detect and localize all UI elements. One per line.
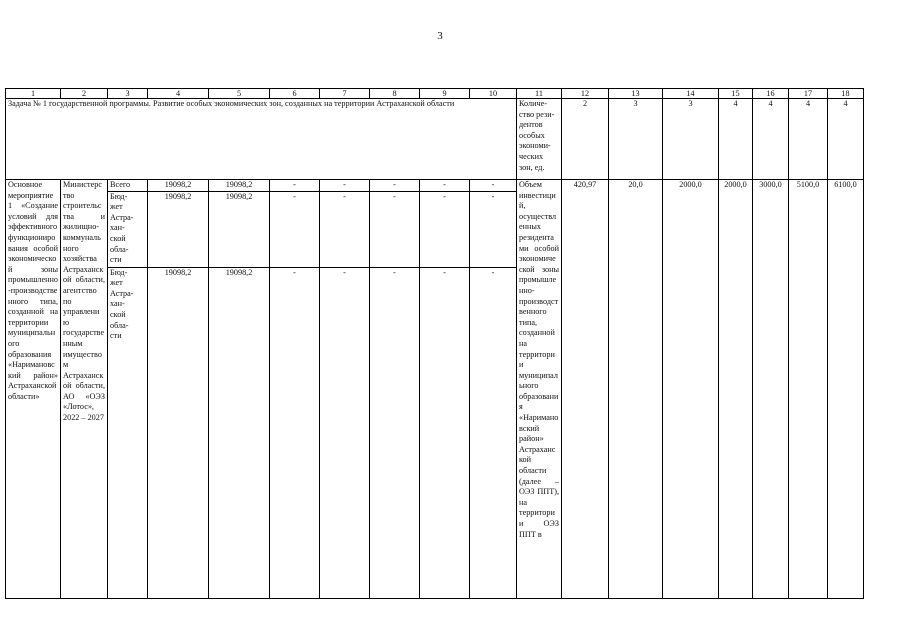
column-number: 5 xyxy=(209,89,270,99)
funding-amount: - xyxy=(270,191,320,267)
page-number: 3 xyxy=(437,30,443,42)
task-value: 4 xyxy=(719,99,753,180)
measure-executor: Министерство строительства и жилищно-коммунального хозяйства Астраханской области, агентство по управлению государственным имуществом Астраханской области, АО «ОЭЗ «Лотос», 2022 – 2027 xyxy=(61,180,108,599)
funding-amount: - xyxy=(470,191,517,267)
task-value: 2 xyxy=(562,99,609,180)
column-number: 14 xyxy=(663,89,719,99)
column-number-row xyxy=(6,89,864,99)
task-value: 3 xyxy=(663,99,719,180)
column-number: 10 xyxy=(470,89,517,99)
funding-amount: - xyxy=(470,180,517,192)
funding-amount: - xyxy=(370,180,420,192)
funding-amount: 19098,2 xyxy=(148,267,209,598)
task-title: Задача № 1 государственной программы. Развитие особых экономических зон, созданных на территории Астраханской области xyxy=(6,99,517,180)
column-number: 2 xyxy=(61,89,108,99)
measure-value: 6100,0 xyxy=(828,180,864,599)
measure-indicator: Объем инвестиций, осуществленных резидентами особой экономической зоны промышленно-производственного типа, созданной на территории муниципального образования «Наримановский район» Астраханской области (далее – ОЭЗ ППТ), на территории ОЭЗ ППТ в xyxy=(517,180,562,599)
funding-amount: - xyxy=(420,180,470,192)
funding-amount: - xyxy=(420,191,470,267)
column-number: 3 xyxy=(108,89,148,99)
column-number: 7 xyxy=(320,89,370,99)
column-number: 11 xyxy=(517,89,562,99)
column-number: 8 xyxy=(370,89,420,99)
column-number: 9 xyxy=(420,89,470,99)
funding-amount: - xyxy=(370,191,420,267)
column-number: 18 xyxy=(828,89,864,99)
funding-amount: - xyxy=(270,267,320,598)
measure-value: 2000,0 xyxy=(719,180,753,599)
column-number: 16 xyxy=(753,89,789,99)
funding-source: Всего xyxy=(108,180,148,192)
task-indicator: Количе- ство рези- дентов особых экономи- ческих зон, ед. xyxy=(517,99,562,180)
funding-amount: - xyxy=(320,191,370,267)
funding-amount: - xyxy=(370,267,420,598)
task-row xyxy=(6,99,864,180)
measure-value: 2000,0 xyxy=(663,180,719,599)
task-value: 4 xyxy=(828,99,864,180)
column-number: 13 xyxy=(609,89,663,99)
task-value: 4 xyxy=(789,99,828,180)
funding-amount: - xyxy=(320,267,370,598)
program-table xyxy=(5,88,864,599)
funding-row-total xyxy=(6,180,864,192)
funding-amount: 19098,2 xyxy=(209,267,270,598)
funding-amount: - xyxy=(320,180,370,192)
measure-value: 5100,0 xyxy=(789,180,828,599)
funding-source: Бюд- жет Астра- хан- ской обла- сти xyxy=(108,191,148,267)
column-number: 17 xyxy=(789,89,828,99)
column-number: 15 xyxy=(719,89,753,99)
funding-amount: 19098,2 xyxy=(209,180,270,192)
column-number: 4 xyxy=(148,89,209,99)
column-number: 6 xyxy=(270,89,320,99)
measure-value: 3000,0 xyxy=(753,180,789,599)
funding-amount: 19098,2 xyxy=(148,180,209,192)
task-value: 3 xyxy=(609,99,663,180)
funding-amount: - xyxy=(420,267,470,598)
funding-amount: - xyxy=(470,267,517,598)
funding-amount: 19098,2 xyxy=(148,191,209,267)
measure-name: Основное мероприятие 1 «Создание условий для эффективного функционирования особой экономической зоны промышленно-производственного типа, созданной на территории муниципального образования «Наримановский район» Астраханской области» xyxy=(6,180,61,599)
funding-amount: 19098,2 xyxy=(209,191,270,267)
measure-value: 20,0 xyxy=(609,180,663,599)
task-value: 4 xyxy=(753,99,789,180)
column-number: 1 xyxy=(6,89,61,99)
column-number: 12 xyxy=(562,89,609,99)
funding-amount: - xyxy=(270,180,320,192)
measure-value: 420,97 xyxy=(562,180,609,599)
funding-source: Бюд- жет Астра- хан- ской обла- сти xyxy=(108,267,148,598)
